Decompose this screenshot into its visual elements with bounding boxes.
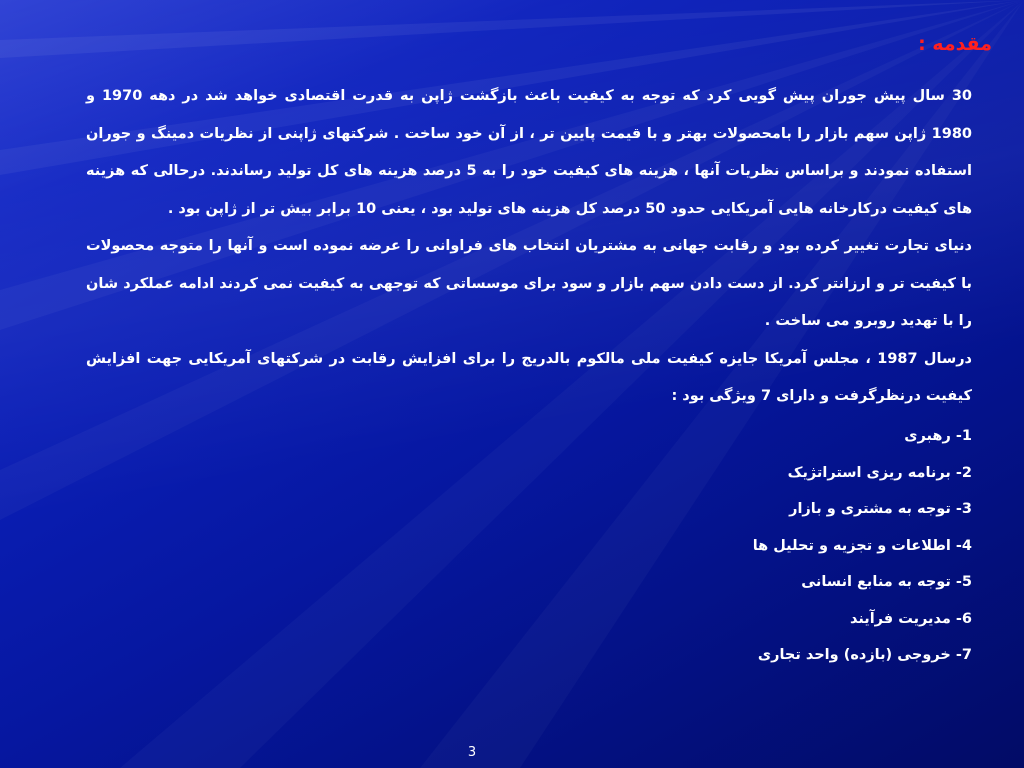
features-list	[472, 418, 972, 674]
paragraph: دنیای تجارت تغییر کرده بود و رقابت جهانی به مشتریان انتخاب های فراوانی را عرضه نموده است و آنها را متوجه محصولات با کیفیت تر و ارزانتر کرد. از دست دادن سهم بازار و سود برای موسساتی که توجهی به کیفیت نمی کردند ادامه عملکرد شان را با تهدید روبرو می ساخت .	[86, 238, 972, 329]
list-item: 7- خروجی (بازده) واحد تجاری	[757, 647, 972, 663]
slide-body	[86, 78, 972, 416]
list-item: 2- برنامه ریزی استراتژیک	[787, 464, 972, 481]
list-item: 1- رهبری	[904, 428, 972, 444]
list-item: 6- مدیریت فرآیند	[849, 610, 972, 627]
slide-title: مقدمه :	[918, 33, 992, 55]
list-item: 3- توجه به مشتری و بازار	[789, 501, 972, 517]
page-number: 3	[467, 745, 477, 760]
paragraph: 30 سال پیش جوران پیش گویی کرد که توجه به کیفیت باعث بازگشت ژاپن به قدرت اقتصادی خواهد شد در دهه 1970 و 1980 ژاپن سهم بازار را بامحصولات بهتر و با قیمت پایین تر ، از آن خود ساخت . شرکتهای ژاپنی از نظریات دمینگ و جوران استفاده نمودند و براساس نظریات آنها ، هزینه های کیفیت خود را به 5 درصد هزینه های کل تولید رساندند. درحالی که هزینه های کیفیت درکارخانه هایی آمریکایی حدود 50 درصد کل هزینه های تولید بود ، یعنی 10 برابر بیش تر از ژاپن بود .	[86, 88, 973, 217]
list-item: 4- اطلاعات و تجزیه و تحلیل ها	[752, 537, 972, 554]
list-item: 5- توجه به منابع انسانی	[801, 574, 972, 590]
paragraph: درسال 1987 ، مجلس آمریکا جایزه کیفیت ملی مالکوم بالدریج را برای افزایش رقابت در شرکتهای آمریکایی جهت افزایش کیفیت درنظرگرفت و دارای 7 ویژگی بود :	[86, 350, 973, 404]
